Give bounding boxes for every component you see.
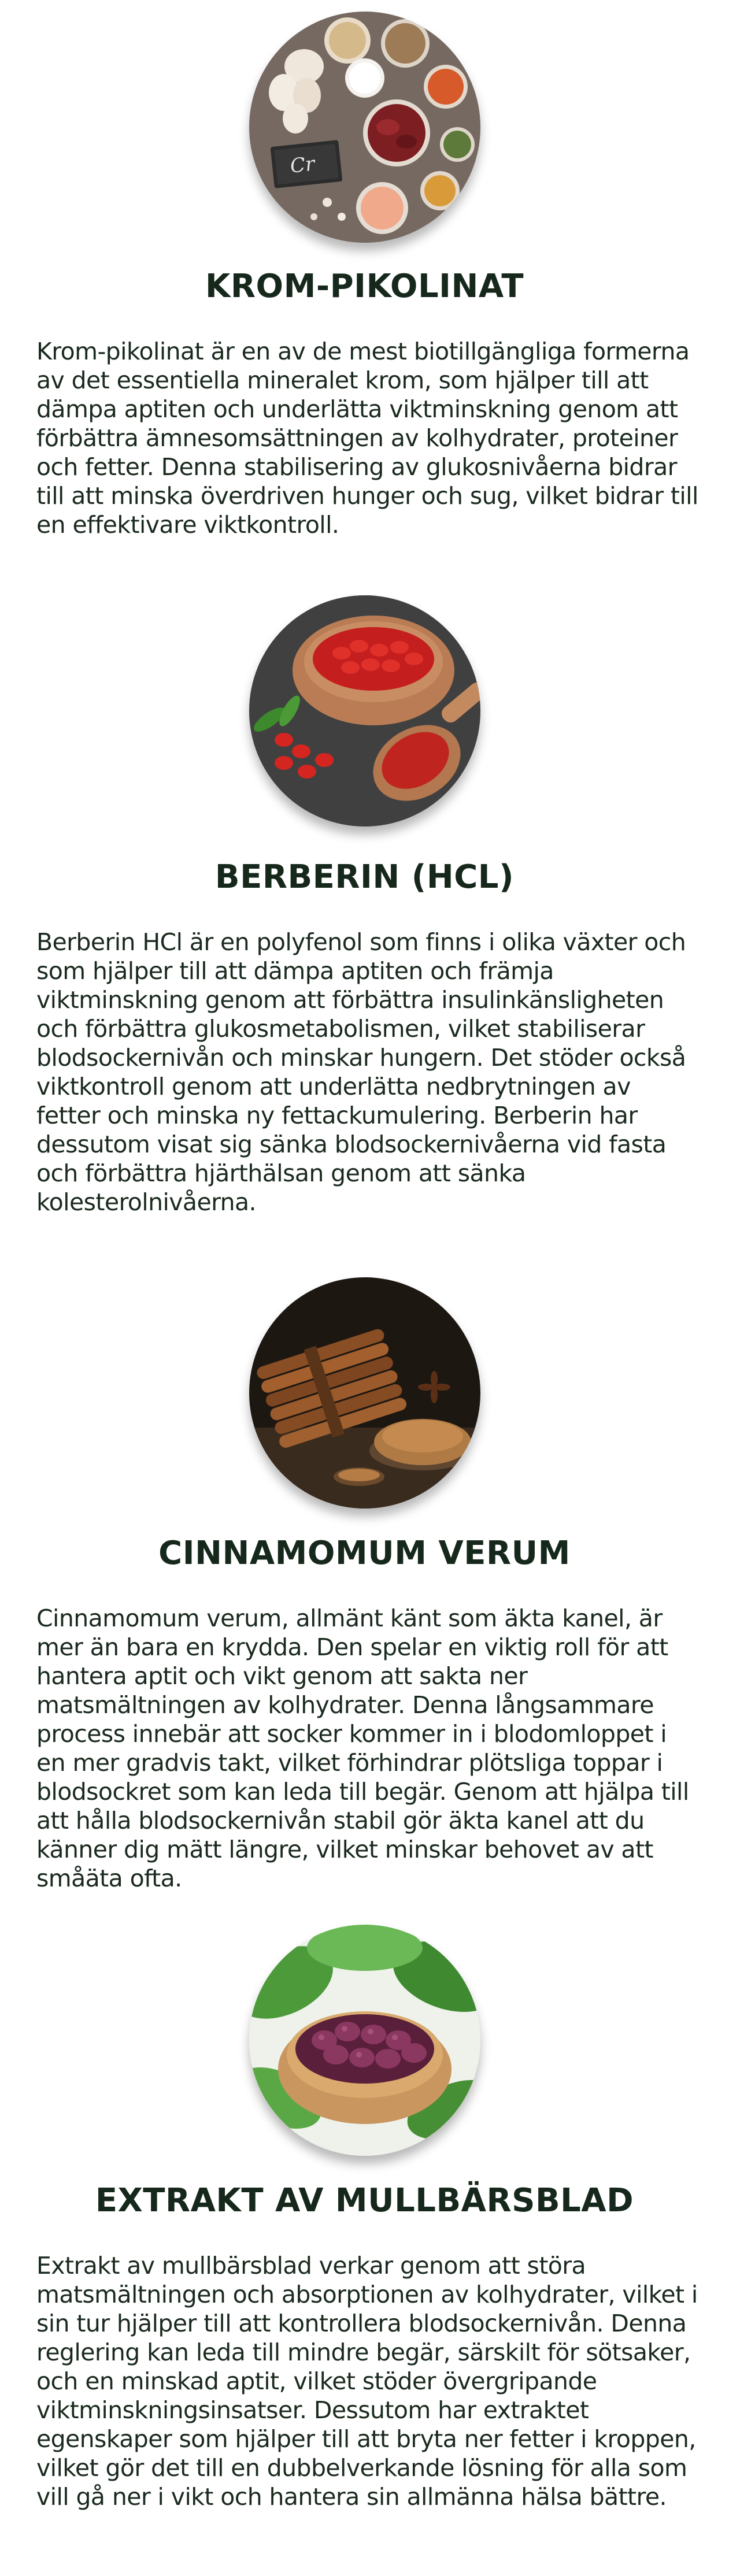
ingredient-title: BERBERIN (HCL) (214, 858, 515, 896)
ingredient-description: Berberin HCl är en polyfenol som finns i olika växter och som hjälper till att dämpa aptiten och främja viktminskning genom att förbättra insulinkänsligheten och förbättra glukosmetabolismen, vilket stabiliserar blodsockernivån och minskar hungern. Det stöder också viktkontroll genom att underlätta nedbrytningen av fetter och minska ny fettackumulering. Berberin har dessutom visat sig sänka blodsockernivåerna vid fasta och förbättra hjärthälsan genom att sänka kolesterolnivåerna. (36, 928, 686, 1216)
ingredient-title: EXTRAKT AV MULLBÄRSBLAD (95, 2182, 634, 2219)
ingredient-title: CINNAMOMUM VERUM (158, 1535, 571, 1572)
ingredient-description: Cinnamomum verum, allmänt känt som äkta kanel, är mer än bara en krydda. Den spelar en viktig roll för att hantera aptit och vikt genom att sakta ner matsmältningen av kolhydrater. Denna långsammare process innebär att socker kommer in i blodomloppet i en mer gradvis takt, vilket förhindrar plötsliga toppar i blodsockret som kan leda till begär. Genom att hjälpa till att hålla blodsockernivån stabil gör äkta kanel att du känner dig mätt längre, vilket minskar behovet av att småäta ofta. (36, 1604, 689, 1892)
cinnamon-image (249, 1277, 480, 1508)
ingredient-description: Krom-pikolinat är en av de mest biotillgängliga formerna av det essentiella mineralet krom, som hjälper till att dämpa aptiten och underlätta viktminskning genom att förbättra ämnesomsättningen av kolhydrater, proteiner och fetter. Denna stabilisering av glukosnivåerna bidrar till att minska överdriven hunger och sug, vilket bidrar till en effektivare viktkontroll. (36, 338, 698, 539)
chromium-foods-image (249, 12, 480, 243)
berberine-berries-image (249, 595, 480, 826)
ingredient-description: Extrakt av mullbärsblad verkar genom att störa matsmältningen och absorptionen av kolhydrater, vilket i sin tur hjälper till att kontrollera blodsockernivån. Denna reglering kan leda till mindre begär, särskilt för sötsaker, och en minskad aptit, vilket stöder övergripande viktminskningsinsatser. Dessutom har extraktet egenskaper som hjälper till att bryta ner fetter i kroppen, vilket gör det till en dubbelverkande lösning för alla som vill gå ner i vikt och hantera sin allmänna hälsa bättre. (36, 2252, 698, 2511)
chalkboard-sign-text: Cr (288, 152, 316, 178)
ingredient-title: KROM-PIKOLINAT (205, 268, 524, 305)
mulberry-image (249, 1925, 480, 2156)
